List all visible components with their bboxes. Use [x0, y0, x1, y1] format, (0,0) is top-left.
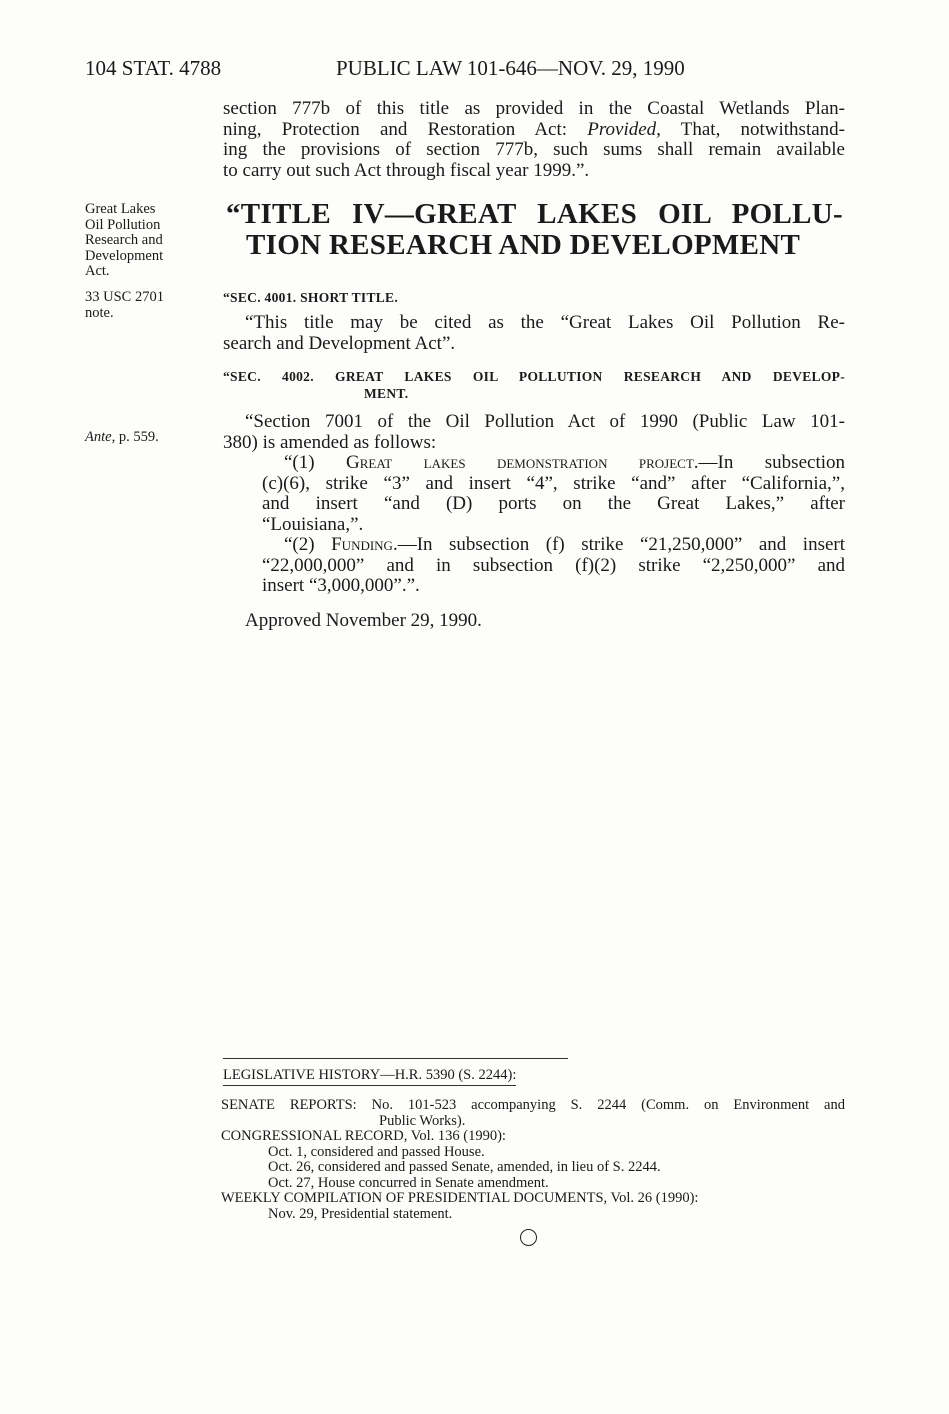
stat-page-number: 104 STAT. 4788: [85, 56, 222, 80]
section-4001-body: “This title may be cited as the “Great Lakes Oil Pollution Re- search and Development Act”.: [223, 312, 845, 354]
item-2: “(2) Funding.—In subsection (f) strike “21,250,000” and insert “22,000,000” and in subsection (f)(2) strike “2,250,000” and insert “3,000,000”.”.: [262, 534, 846, 596]
divider: [223, 1058, 568, 1059]
legislative-history: SENATE REPORTS: No. 101-523 accompanying S. 2244 (Comm. on Environment and Public Works). CONGRESSIONAL RECORD, Vol. 136 (1990): Oct. 1, considered and passed House. Oct. 26, considered and passed Senate, amended, in lieu of S. 2244. Oct. 27, House concurred in Senate amendment. WEEKLY COMPILATION OF PRESIDENTIAL DOCUMENTS, Vol. 26 (1990): Nov. 29, Presidential statement.: [221, 1097, 845, 1222]
margin-note-ante: Ante, p. 559.: [85, 429, 159, 445]
margin-note-act-name: Great Lakes Oil Pollution Research and Development Act.: [85, 201, 164, 279]
legislative-history-heading: LEGISLATIVE HISTORY—H.R. 5390 (S. 2244):: [223, 1068, 516, 1086]
end-of-document-mark: [520, 1229, 537, 1246]
item-1: “(1) Great lakes demonstration project.—In subsection (c)(6), strike “3” and insert “4”, strike “and” after “California,”, and insert “and (D) ports on the Great Lakes,” after “Louisiana,”.: [262, 452, 846, 535]
intro-paragraph: section 777b of this title as provided in the Coastal Wetlands Plan- ning, Protection and Restoration Act: Provided, That, notwithstand- ing the provisions of section 777b, such sums shall remain available to carry out such Act through fiscal year 1999.”.: [223, 98, 845, 181]
approved-date: Approved November 29, 1990.: [245, 610, 482, 631]
section-4001-heading: “SEC. 4001. SHORT TITLE.: [223, 290, 399, 305]
margin-note-usc: 33 USC 2701 note.: [85, 289, 164, 321]
section-4002-body: “Section 7001 of the Oil Pollution Act of 1990 (Public Law 101- 380) is amended as follows:: [223, 411, 845, 453]
title-heading: “TITLE IV—GREAT LAKES OIL POLLU- TION RESEARCH AND DEVELOPMENT: [226, 198, 843, 261]
running-header: PUBLIC LAW 101-646—NOV. 29, 1990: [336, 56, 685, 80]
section-4002-heading: “SEC. 4002. GREAT LAKES OIL POLLUTION RESEARCH AND DEVELOP- MENT.: [223, 369, 845, 401]
